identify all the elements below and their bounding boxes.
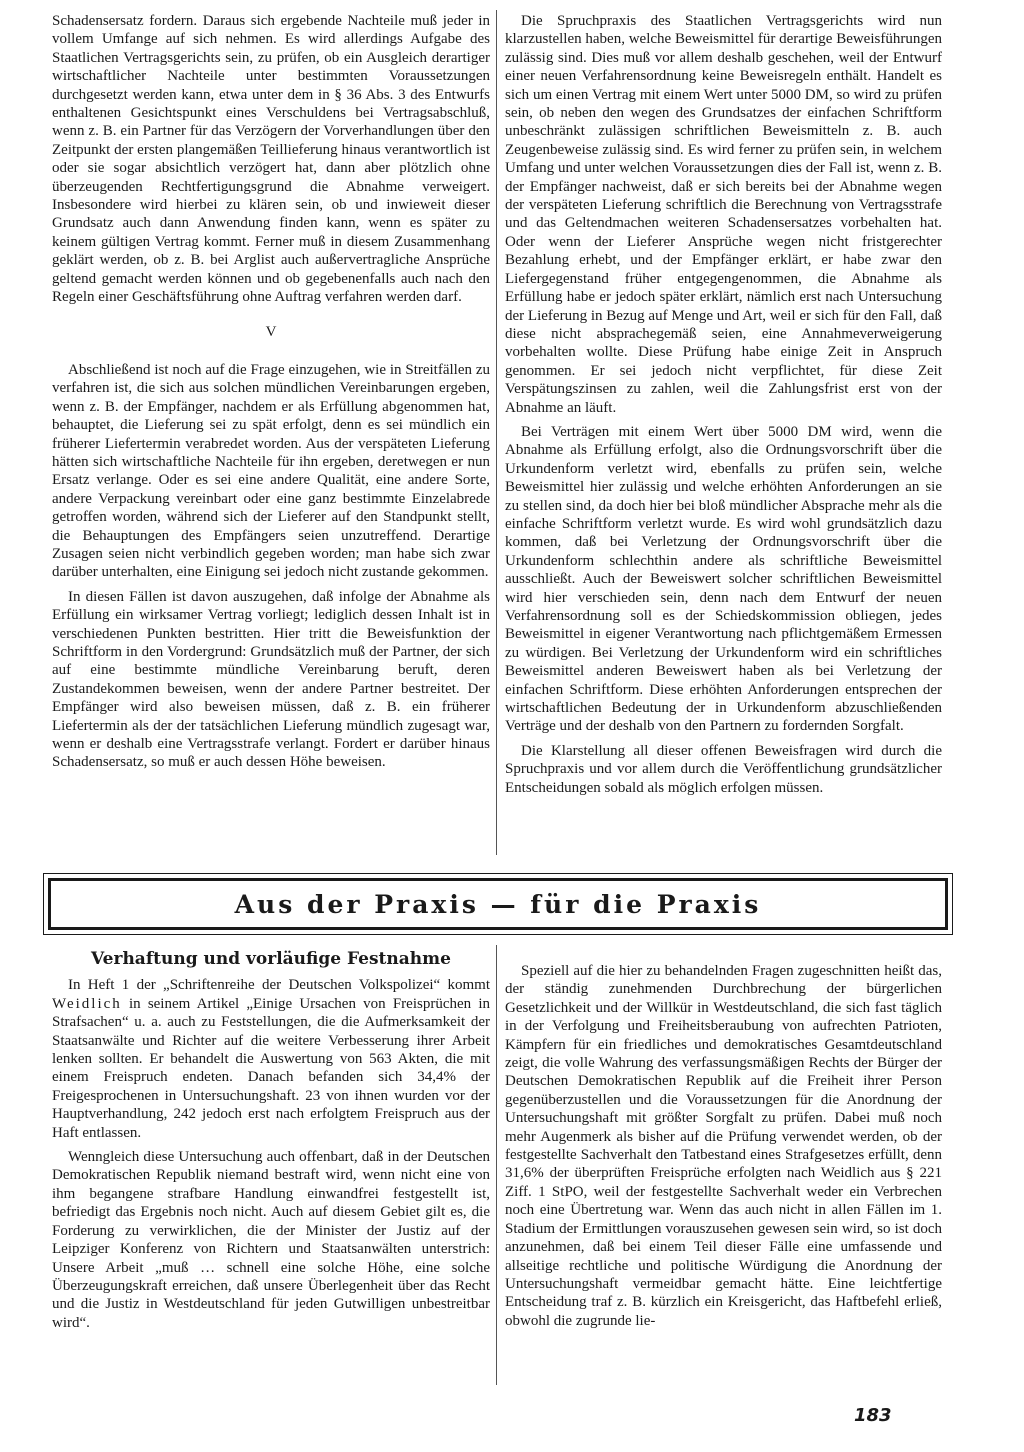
left-column-bottom: [52, 950, 490, 1338]
paragraph: Die Spruchpraxis des Staatlichen Vertragsgerichts wird nun klarzustellen haben, welche Beweismittel für derartige Beweisführungen zulässig sind. Dies muß vor allem deshalb geschehen, weil der Entwurf einer neuen Verfahrensordnung keine Beweisregeln enthält. Handelt es sich um einen Vertrag mit einem Wert unter 5000 DM, so wird zu prüfen sein, ob neben den wegen des Grundsatzes der einfachen Schriftform unbeschränkt zulässigen schriftlichen Beweismitteln z. B. auch Zeugenbeweise zulässig sind. Es wird ferner zu prüfen sein, in welchem Umfang und unter welchen Voraussetzungen dies der Fall ist, wenn z. B. der Empfänger nachweist, daß er sich bereits bei der Abnahme wegen der verspäteten Lieferung schriftlich die Berechnung von Vertragsstrafe und das Geltendmachen weiteren Schadensersatzes vorbehalten hat. Oder wenn der Lieferer Ansprüche wegen nicht fristgerechter Bezahlung erhebt, und der Empfänger erklärt, er habe zwar den Liefergegenstand früher entgegengenommen, die Abnahme als Erfüllung habe er jedoch später erklärt, nämlich erst nach Untersuchung der Lieferung in Bezug auf Menge und Art, weil er sich für den Fall, daß diese nicht absprachegemäß seien, eine Annahmeverweigerung vorbehalten wollte. Diese Prüfung habe einige Zeit in Anspruch genommen. Er sei jedoch nicht verpflichtet, für diese Zeit Verspätungszinsen zu zahlen, weil die Zahlungsfrist erst von der Abnahme an läuft.: [505, 13, 942, 416]
page-number: 183: [854, 1405, 892, 1426]
paragraph: Die Klarstellung all dieser offenen Beweisfragen wird durch die Spruchpraxis und vor allem durch die Veröffentlichung grundsätzlicher Entscheidungen sobald als möglich erfolgen müssen.: [505, 742, 942, 796]
paragraph: In diesen Fällen ist davon auszugehen, daß infolge der Abnahme als Erfüllung ein wirksamer Vertrag vorliegt; lediglich dessen Inhalt ist in verschiedenen Punkten bestritten. Hier tritt die Beweisfunktion der Schriftform in den Vordergrund: Grundsätzlich muß der Partner, der sich auf eine bestimmte mündliche Vereinbarung beruft, deren Zustandekommen beweisen, wenn der andere Partner bestreitet. Der Empfänger wird also beweisen müssen, daß z. B. ein früherer Liefertermin als der der tatsächlichen Lieferung mündlich zugesagt war, wenn er deshalb eine Vertragsstrafe verlangt. Fordert er darüber hinaus Schadensersatz, so muß er auch dessen Höhe beweisen.: [52, 588, 490, 771]
paragraph: Speziell auf die hier zu behandelnden Fragen zugeschnitten heißt das, der ständig zunehmenden Durchbrechung der bürgerlichen Gesetzlichkeit und der Willkür in Westdeutschland, die sich fast täglich in der Verfolgung und Freiheitsberaubung von aufrechten Patrioten, Kämpfern für ein friedliches und demokratisches Gesamtdeutschland zeigt, die volle Wahrung des verfassungsmäßigen Rechts der Bürger der Deutschen Demokratischen Republik auf die Freiheit ihrer Person gegenüberzustellen und die Voraussetzungen für die Anordnung der Untersuchungshaft mit größter Sorgfalt zu prüfen. Dabei muß noch mehr Augenmerk als bisher auf die Prüfung verwendet werden, ob der festgestellte Sachverhalt den Tatbestand eines Strafgesetzes erfüllt, denn 31,6% der überprüften Freisprüche erfolgten nach Weidlich aus § 221 Ziff. 1 StPO, weil der festgestellte Sachverhalt weder ein Verbrechen noch eine Übertretung war. Wenn das auch nicht in allen Fällen im 1. Stadium der Ermittlungen vorauszusehen gewesen sein wird, so ist doch anzunehmen, daß bei einem Teil dieser Fälle eine umfassende und allseitige rechtliche und politische Würdigung die Anordnung der Untersuchungshaft vermeidbar gemacht hätte. Eine leichtfertige Entscheidung traf z. B. kürzlich ein Kreisgericht, das Haftbefehl erließ, obwohl die zugrunde lie-: [505, 963, 942, 1329]
right-column-bottom: [505, 962, 942, 1336]
column-rule-top: [496, 10, 497, 855]
left-column-top: [52, 12, 490, 778]
paragraph: [52, 976, 490, 1142]
section-numeral: V: [265, 323, 277, 340]
author-name: Weidlich: [52, 995, 122, 1012]
paragraph: Bei Verträgen mit einem Wert über 5000 DM wird, wenn die Abnahme als Erfüllung erfolgt, also die Ordnungsvorschrift über die Urkundenform verletzt wird, ebenfalls zu prüfen sein, welche Beweismittel hier zulässig und welche erhöhten Anforderungen an sie zu stellen sind, da doch hier bei bloß mündlicher Absprache mehr als die einfache Schriftform verletzt wurde. Es wird wohl grundsätzlich dazu kommen, daß bei Verletzung der Ordnungsvorschrift über die Urkundenform schlechthin andere als schriftliche Beweismittel ausschließt. Auch der Beweiswert solcher schriftlichen Beweismittel wird hier verschieden sein, denn nach dem Entwurf der neuen Verfahrensordnung soll es der Schiedskommission obliegen, jedes Beweismittel in eigener Verantwortung nach pflichtgemäßem Ermessen zu würdigen. Bei Verletzung der Urkundenform wird ein schriftliches Beweismittel anderen Beweiswert haben als bei Verletzung der einfachen Schriftform. Diese erhöhten Anforderungen entsprechen der wirtschaftlichen Bedeutung der in Urkundenform abzuschließenden Verträge und der deshalb von den Partnern zu fordernden Sorgfalt.: [505, 423, 942, 735]
article-title: Verhaftung und vorläufige Festnahme: [91, 949, 451, 969]
text-run: In Heft 1 der „Schriftenreihe der Deutschen Volkspolizei“ kommt: [68, 977, 490, 994]
paragraph: Schadensersatz fordern. Daraus sich ergebende Nachteile muß jeder in vollem Umfange auf sich nehmen. Es wird allerdings Aufgabe des Staatlichen Vertragsgerichts sein, zu prüfen, ob ein Ausgleich derartiger wirtschaftlicher Nachteile unter bestimmten Voraussetzungen durchgesetzt werden kann, etwa unter dem in § 36 Abs. 3 des Entwurfs enthaltenen Gesichtspunkt eines Verschuldens bei Vertragsabschluß, wenn z. B. ein Partner für das Verzögern der Vorverhandlungen über den Zeitpunkt der ersten plangemäßen Teillieferung hinaus verantwortlich ist oder sie sogar absichtlich verzögert hat, dann aber plötzlich ohne überzeugenden Rechtfertigungsgrund die Abnahme verweigert. Insbesondere wird hierbei zu klären sein, ob und inwieweit dieser Grundsatz auch dann Anwendung finden kann, wenn es später zu keinem gültigen Vertrag kommt. Ferner muß in diesem Zusammenhang geklärt werden, ob z. B. bei Arglist auch außervertragliche Ansprüche geltend gemacht werden können und ob gegebenenfalls auch nach den Regeln einer Geschäftsführung ohne Auftrag verfahren werden darf.: [52, 13, 490, 306]
text-run: in seinem Artikel „Einige Ursachen von Freisprüchen in Strafsachen“ u. a. auch zu Feststellungen, die die Aufmerksamkeit der Staatsanwälte und Richter auf die weitere Verbesserung ihrer Arbeit lenken sollten. Er behandelt die Auswertung von 563 Akten, die mit einem Freispruch endeten. Danach befanden sich 34,4% der Freigesprochenen in Untersuchungshaft. 23 von ihnen wurden vor der Hauptverhandlung, 242 jedoch erst nach erfolgtem Freispruch aus der Haft entlassen.: [52, 995, 490, 1141]
section-banner: [48, 878, 948, 930]
right-column-top: [505, 12, 942, 803]
paragraph: Wenngleich diese Untersuchung auch offenbart, daß in der Deutschen Demokratischen Republik niemand bestraft wird, wenn nicht eine von ihm begangene strafbare Handlung einwandfrei festgestellt ist, befriedigt das Ergebnis noch nicht. Auch auf diesem Gebiet gilt es, die Forderung zu verwirklichen, die der Minister der Justiz auf der Leipziger Konferenz von Richtern und Staatsanwälten unterstrich: Unsere Arbeit „muß … schnell eine solche Höhe, eine solche Überzeugungskraft erreichen, daß unsere Überlegenheit über das Recht und die Justiz in Westdeutschland für jeden Gutwilligen unbestreitbar wird“.: [52, 1149, 490, 1331]
column-rule-bottom: [496, 945, 497, 1385]
banner-title: Aus der Praxis — für die Praxis: [234, 889, 762, 919]
paragraph: Abschließend ist noch auf die Frage einzugehen, wie in Streitfällen zu verfahren ist, die sich aus solchen mündlichen Vereinbarungen ergeben, wenn z. B. der Empfänger, nachdem er als Erfüllung abgenommen hat, behauptet, die Lieferung sei zu spät erfolgt, denn es sei mündlich ein früherer Liefertermin verabredet worden. Aus der verspäteten Lieferung hätten sich wirtschaftliche Nachteile für ihn ergeben, deretwegen er nun Ersatz verlange. Oder es sei eine andere Qualität, eine andere Sorte, andere Verpackung vereinbart oder eine ganz bestimmte Einzelabrede getroffen worden, während sich der Lieferer auf den Standpunkt stellt, die Behauptungen des Empfängers seien unzutreffend. Derartige Zusagen seien nicht verbindlich gegeben worden; man habe sich zwar darüber unterhalten, eine Einigung sei jedoch nicht zustande gekommen.: [52, 361, 490, 581]
